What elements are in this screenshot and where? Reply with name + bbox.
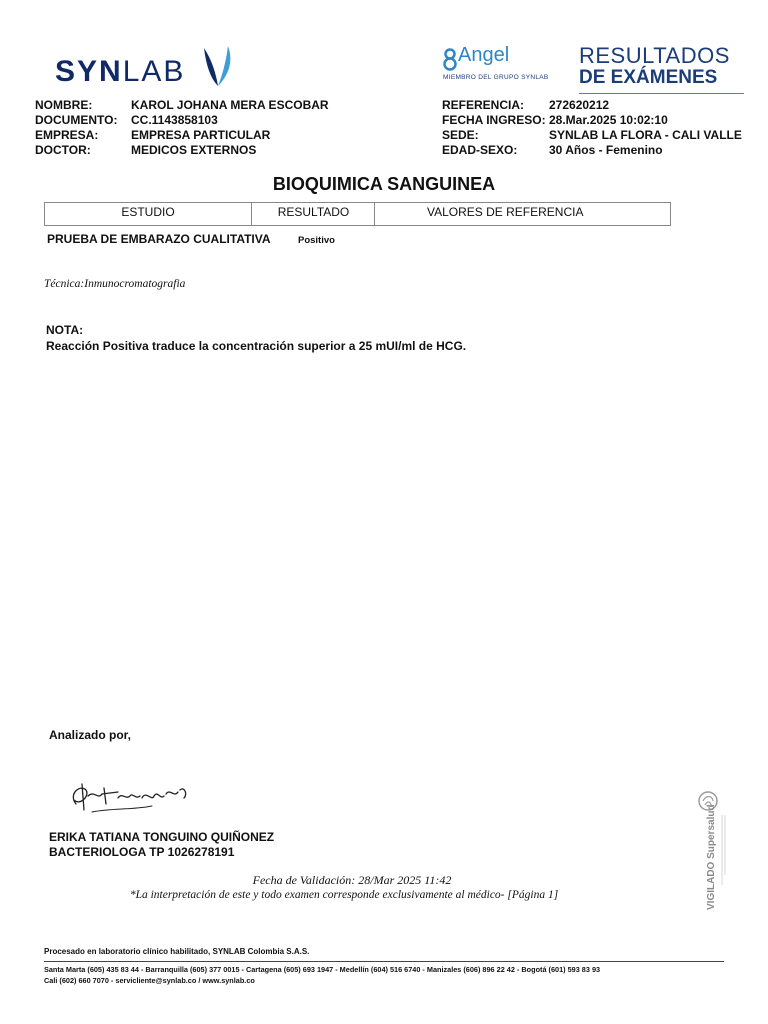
label-edad-sexo: EDAD-SEXO: [442,143,518,157]
handwritten-signature [62,770,192,822]
footer-divider [44,961,724,962]
value-empresa: EMPRESA PARTICULAR [131,128,271,142]
label-referencia: REFERENCIA: [442,98,525,112]
technique-text: Técnica:Inmunocromatografia [44,278,186,290]
results-title-line1: RESULTADOS [579,43,730,68]
svg-text:VIGILADO Supersalud [706,804,717,910]
angel-icon [442,48,458,72]
column-estudio: ESTUDIO [121,205,175,219]
footer-contacts: Santa Marta (605) 435 83 44 - Barranquilla (605) 377 0015 - Cartagena (605) 693 1947 - Medellín (604) 516 6740 - Manizales (606) 896 22 42 - Bogotá (601) 593 83 93 [44,965,601,974]
value-fecha-ingreso: 28.Mar.2025 10:02:10 [549,113,668,127]
angel-wordmark: Angel [458,44,510,66]
interpretation-note: *La interpretación de este y todo examen corresponde exclusivamente al médico- [Página 1] [129,889,559,901]
footer-contacts-cali: Cali (602) 660 7070 - servicliente@synlab.co / www.synlab.co [44,976,255,985]
column-valores-referencia: VALORES DE REFERENCIA [374,203,670,225]
angel-tagline: MIEMBRO DEL GRUPO SYNLAB [443,74,549,81]
value-doctor: MEDICOS EXTERNOS [131,143,257,157]
label-documento: DOCUMENTO: [35,113,118,127]
title-divider [579,93,744,94]
note-label: NOTA: [46,323,84,337]
test-name: PRUEBA DE EMBARAZO CUALITATIVA [47,232,271,246]
synlab-logo [55,44,245,90]
value-edad-sexo: 30 Años - Femenino [549,143,663,157]
label-fecha-ingreso: FECHA INGRESO: [442,113,546,127]
results-title [579,44,744,94]
analyst-name: ERIKA TATIANA TONGUINO QUIÑONEZ [49,830,275,844]
label-empresa: EMPRESA: [35,128,99,142]
results-table-header [44,202,671,226]
value-nombre: KAROL JOHANA MERA ESCOBAR [131,98,329,112]
synlab-wordmark: SYNLAB [55,55,186,88]
label-sede: SEDE: [442,128,479,142]
label-doctor: DOCTOR: [35,143,91,157]
validation-date: Fecha de Validación: 28/Mar 2025 11:42 [252,873,452,887]
value-referencia: 272620212 [549,98,610,112]
section-title: BIOQUIMICA SANGUINEA [272,174,496,194]
analyzed-by-label: Analizado por, [49,728,132,742]
test-result: Positivo [298,235,335,246]
angel-logo [442,46,567,86]
results-title-line2: DE EXÁMENES [579,67,718,88]
value-documento: CC.1143858103 [131,113,218,127]
note-text: Reacción Positiva traduce la concentración superior a 25 mUI/ml de HCG. [46,339,467,353]
column-resultado: RESULTADO [251,203,375,225]
seal-text: VIGILADO Supersalud [706,804,717,910]
processed-by: Procesado en laboratorio clínico habilitado, SYNLAB Colombia S.A.S. [44,947,310,956]
value-sede: SYNLAB LA FLORA - CALI VALLE [549,128,742,142]
synlab-leaf-icon [198,44,246,90]
label-nombre: NOMBRE: [35,98,93,112]
analyst-title: BACTERIOLOGA TP 1026278191 [49,845,235,859]
supersalud-seal [690,785,730,915]
